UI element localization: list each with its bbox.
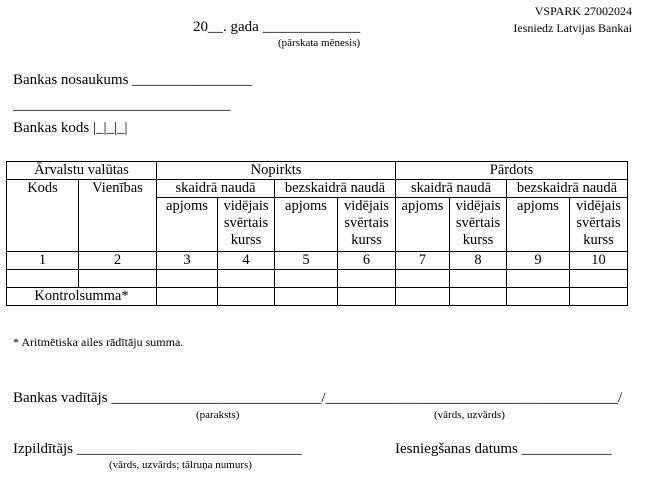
report-table bbox=[6, 161, 628, 306]
volume-header: apjoms bbox=[396, 198, 450, 252]
table-cell[interactable] bbox=[450, 288, 507, 306]
column-number: 6 bbox=[338, 252, 396, 270]
column-number: 1 bbox=[7, 252, 79, 270]
units-header: Vienības bbox=[79, 180, 157, 252]
bank-head-line: Bankas vadītājs ____________________________/_______________________________________/ bbox=[13, 390, 623, 406]
column-number: 4 bbox=[218, 252, 275, 270]
table-cell[interactable] bbox=[275, 270, 338, 288]
avg-rate-header: vidējais svērtais kurss bbox=[570, 198, 628, 252]
column-number: 8 bbox=[450, 252, 507, 270]
name-hint: (vārds, uzvārds) bbox=[434, 409, 505, 421]
checksum-row bbox=[7, 288, 628, 306]
bank-code-line: Bankas kods |_|_|_| bbox=[13, 120, 128, 136]
column-number: 7 bbox=[396, 252, 450, 270]
code-header: Kods bbox=[7, 180, 79, 252]
table-cell[interactable] bbox=[338, 270, 396, 288]
executor-line: Izpildītājs ______________________________ bbox=[13, 441, 302, 457]
table-cell[interactable] bbox=[7, 270, 79, 288]
column-number-row bbox=[7, 252, 628, 270]
bought-header: Nopirkts bbox=[157, 162, 396, 180]
data-entry-row bbox=[7, 270, 628, 288]
table-cell[interactable] bbox=[570, 270, 628, 288]
foreign-currency-header: Ārvalstu valūtas bbox=[7, 162, 157, 180]
sold-header: Pārdots bbox=[396, 162, 628, 180]
form-code: VSPARK 27002024 bbox=[534, 4, 632, 18]
table-cell[interactable] bbox=[338, 288, 396, 306]
column-number: 10 bbox=[570, 252, 628, 270]
avg-rate-header: vidējais svērtais kurss bbox=[450, 198, 507, 252]
avg-rate-header: vidējais svērtais kurss bbox=[338, 198, 396, 252]
volume-header: apjoms bbox=[275, 198, 338, 252]
column-number: 3 bbox=[157, 252, 218, 270]
table-cell[interactable] bbox=[157, 270, 218, 288]
checksum-label: Kontrolsumma* bbox=[7, 288, 157, 306]
table-cell[interactable] bbox=[570, 288, 628, 306]
bank-name-line: Bankas nosaukums ________________ bbox=[13, 72, 253, 88]
table-cell[interactable] bbox=[396, 270, 450, 288]
table-cell[interactable] bbox=[507, 270, 570, 288]
submission-date-line: Iesniegšanas datums ____________ bbox=[395, 441, 612, 457]
avg-rate-header: vidējais svērtais kurss bbox=[218, 198, 275, 252]
sold-noncash-header: bezskaidrā naudā bbox=[507, 180, 628, 198]
bought-noncash-header: bezskaidrā naudā bbox=[275, 180, 396, 198]
column-number: 9 bbox=[507, 252, 570, 270]
submit-to: Iesniedz Latvijas Bankai bbox=[513, 21, 632, 35]
executor-hint: (vārds, uzvārds; tālruņa numurs) bbox=[109, 459, 252, 471]
volume-header: apjoms bbox=[157, 198, 218, 252]
column-number: 2 bbox=[79, 252, 157, 270]
table-cell[interactable] bbox=[396, 288, 450, 306]
table-cell[interactable] bbox=[507, 288, 570, 306]
bought-cash-header: skaidrā naudā bbox=[157, 180, 275, 198]
table-cell[interactable] bbox=[218, 270, 275, 288]
sold-cash-header: skaidrā naudā bbox=[396, 180, 507, 198]
table-cell[interactable] bbox=[450, 270, 507, 288]
signature-hint: (paraksts) bbox=[196, 409, 240, 421]
report-period-hint: (pārskata mēnesis) bbox=[278, 37, 361, 49]
bank-name-line-2: _____________________________ bbox=[13, 97, 231, 113]
table-cell[interactable] bbox=[79, 270, 157, 288]
table-header-row-2 bbox=[7, 180, 628, 198]
table-cell[interactable] bbox=[275, 288, 338, 306]
table-header-row-1 bbox=[7, 162, 628, 180]
table-cell[interactable] bbox=[157, 288, 218, 306]
report-period-line: 20__. gada _____________ bbox=[193, 19, 361, 35]
column-number: 5 bbox=[275, 252, 338, 270]
volume-header: apjoms bbox=[507, 198, 570, 252]
footnote: * Aritmētiska ailes rādītāju summa. bbox=[13, 335, 184, 349]
table-cell[interactable] bbox=[218, 288, 275, 306]
